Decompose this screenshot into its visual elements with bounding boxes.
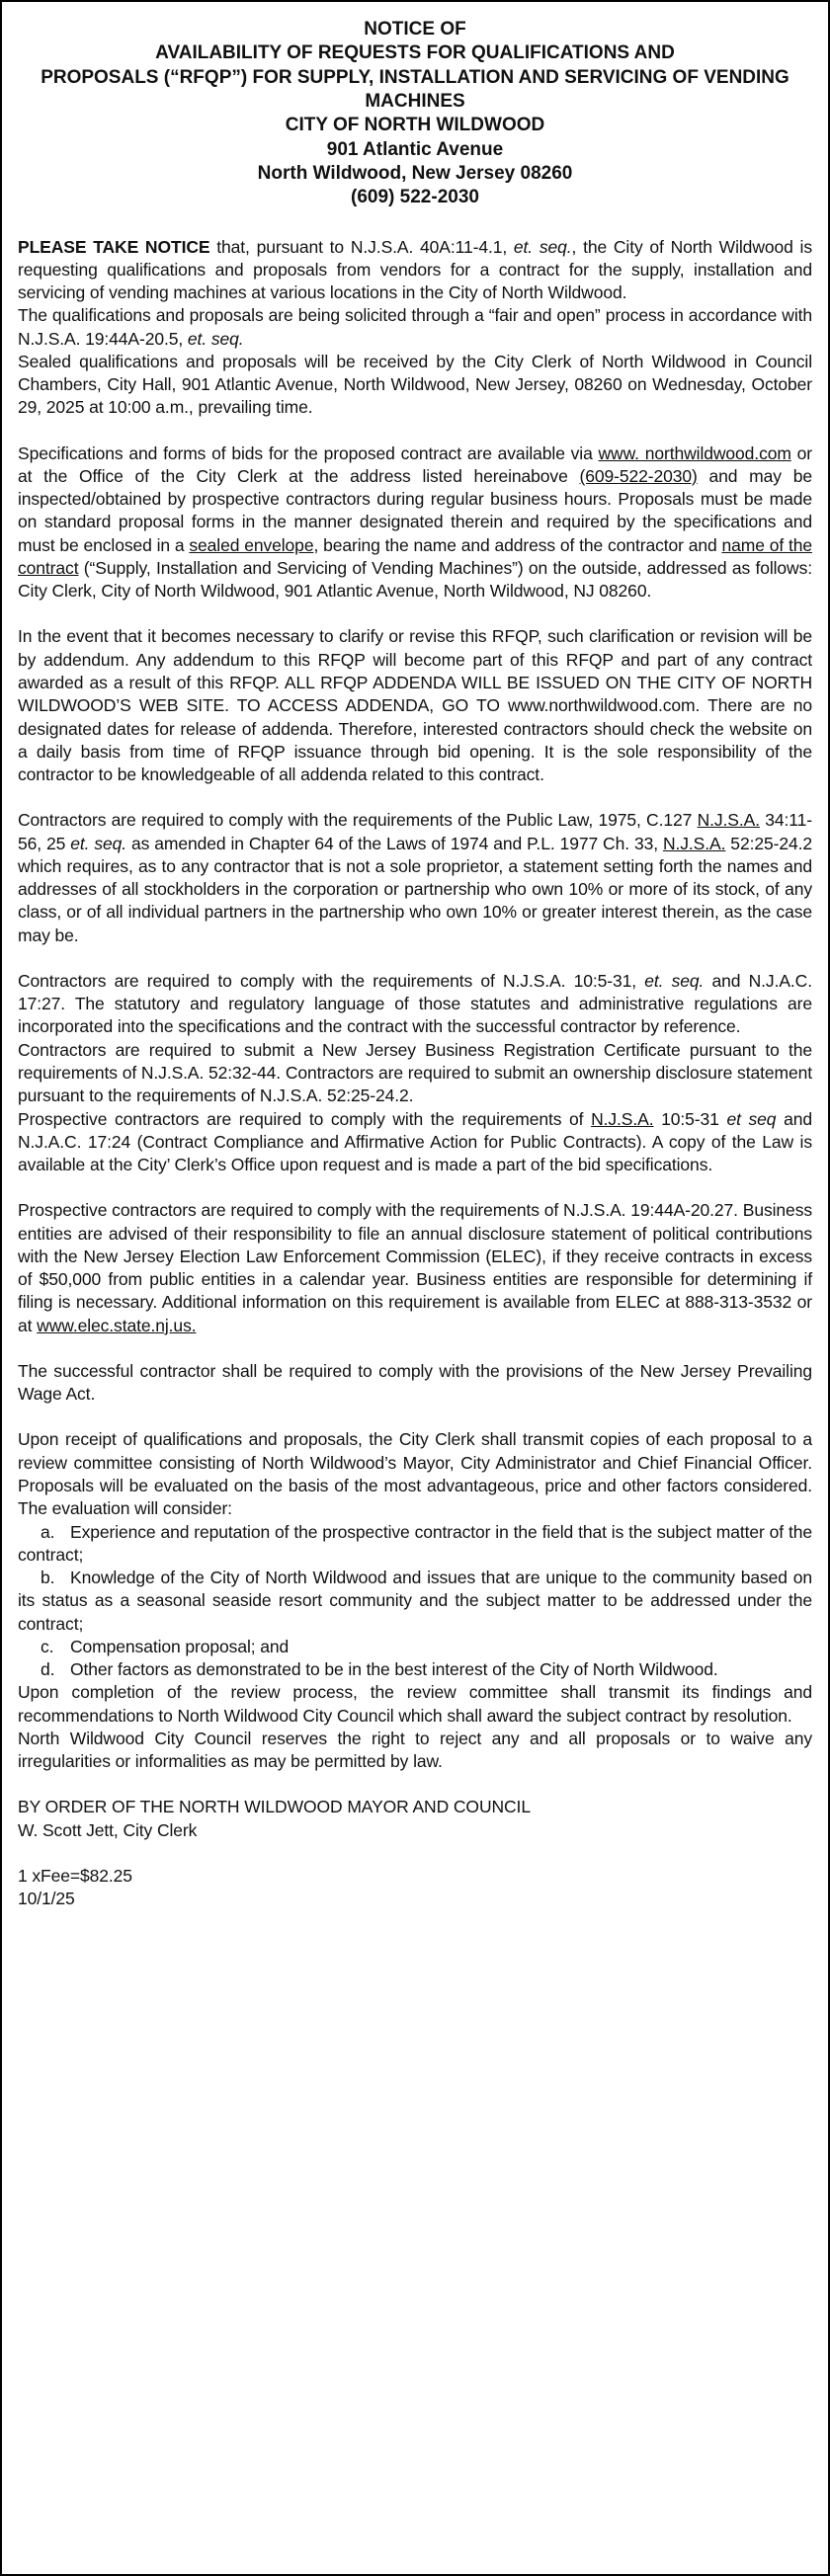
- paragraph-review-completion: Upon completion of the review process, the review committee shall transmit its findings and recommendations to North Wildwood City Council which shall award the subject contract by resolution.: [18, 1682, 812, 1726]
- elec-link[interactable]: www.elec.state.nj.us.: [37, 1315, 197, 1335]
- text-span: (“Supply, Installation and Servicing of Vending Machines”) on the outside, addressed as follows: City Clerk, City of North Wildwood, 901 Atlantic Avenue, North Wildwood, NJ 08260.: [18, 557, 812, 602]
- text-span: N.J.S.A.: [697, 810, 760, 831]
- text-span: , the City of North Wildwood is requesting qualifications and proposals from vendors for a contract for the supply, installation and servicing of vending machines at various locations in the City of North Wildwood.: [18, 236, 812, 303]
- header-line: PROPOSALS (“RFQP”) FOR SUPPLY, INSTALLATION AND SERVICING OF VENDING MACHINES: [41, 66, 789, 112]
- paragraph-addenda: In the event that it becomes necessary to clarify or revise this RFQP, such clarification or revision will be by addendum. Any addendum to this RFQP will become part of this RFQP and part of any contract awarded as a result of this RFQP. ALL RFQP ADDENDA WILL BE ISSUED ON THE CITY OF NORTH WILDWOOD’S WEB SITE. TO ACCESS ADDENDA, GO TO www.northwildwood.com. There are no designated dates for release of addenda. Therefore, interested contractors should check the website on a daily basis from time of RFQP issuance through bid opening. It is the sole responsibility of the contractor to be knowledgeable of all addenda related to this contract.: [18, 626, 812, 785]
- paragraph-elec: [18, 1199, 812, 1337]
- header-line: NOTICE OF: [364, 19, 466, 40]
- text-span: Prospective contractors are required to comply with the requirements of N.J.S.A. 19:44A-20.27. Business entities are advised of their responsibility to file an annual disclosure statement of political contributions with the New Jersey Election Law Enforcement Commission (ELEC), if they receive contracts in excess of $50,000 from public entities in a calendar year. Business entities are responsible for determining if filing is necessary. Additional information on this requirement is available from ELEC at 888-313-3532 or at: [18, 1200, 812, 1335]
- text-span: 10:5-31: [653, 1108, 727, 1129]
- lead-text: PLEASE TAKE NOTICE: [18, 236, 210, 257]
- paragraph-prevailing-wage: The successful contractor shall be required to comply with the provisions of the New Jersey Prevailing Wage Act.: [18, 1360, 812, 1405]
- paragraph-registration: Contractors are required to submit a New Jersey Business Registration Certificate pursuant to the requirements of N.J.S.A. 52:32-44. Contractors are required to submit an ownership disclosure statement pursuant to the requirements of N.J.S.A. 52:25-24.2.: [18, 1039, 812, 1106]
- list-item-text: Experience and reputation of the prospective contractor in the field that is the subject matter of the contract;: [18, 1521, 812, 1565]
- paragraph-specifications: [18, 443, 812, 604]
- billing-info: [18, 1865, 812, 1911]
- paragraph-affirmative-action: [18, 1108, 812, 1177]
- website-link[interactable]: www. northwildwood.com: [598, 443, 791, 463]
- header-line: 901 Atlantic Avenue: [326, 138, 504, 160]
- text-span: 52:25-24.2 which requires, as to any contractor that is not a sole proprietor, a statement setting forth the names and addresses of all stockholders in the corporation or partnership who own 10% or more of its stock, of any class, or of all individual partners in the partnership who own 10% or greater interest therein, as the case may be.: [18, 833, 812, 945]
- list-marker: a.: [41, 1521, 55, 1542]
- spacer: [18, 420, 812, 443]
- paragraph-evaluation: Upon receipt of qualifications and proposals, the City Clerk shall transmit copies of each proposal to a review committee consisting of North Wildwood’s Mayor, City Administrator and Chief Financial Officer. Proposals will be evaluated on the basis of the most advantageous, price and other factors considered. The evaluation will consider:: [18, 1429, 812, 1519]
- list-item: [18, 1521, 812, 1568]
- text-span: Contractors are required to comply with the requirements of the Public Law, 1975, C.127: [18, 810, 698, 831]
- signoff: [18, 1796, 812, 1842]
- header-line: CITY OF NORTH WILDWOOD: [285, 115, 545, 136]
- list-item-text: Knowledge of the City of North Wildwood and issues that are unique to the community based on its status as a seasonal seaside resort community and the subject matter to be addressed under the contract;: [18, 1568, 812, 1634]
- spacer: [18, 1773, 812, 1796]
- spacer: [18, 1406, 812, 1428]
- list-marker: c.: [41, 1636, 54, 1656]
- evaluation-criteria-list: [18, 1521, 812, 1682]
- text-span: N.J.S.A.: [662, 833, 726, 853]
- paragraph-public-law: [18, 809, 812, 947]
- header-line: (609) 522-2030: [351, 187, 479, 208]
- list-item-text: Other factors as demonstrated to be in the best interest of the City of North Wildwood.: [70, 1659, 718, 1680]
- text-span: et. seq.: [187, 328, 244, 349]
- text-span: Contractors are required to comply with the requirements of N.J.S.A. 10:5-31,: [18, 970, 645, 991]
- text-span: Specifications and forms of bids for the proposed contract are available via: [18, 443, 599, 463]
- text-span: and may be inspected/obtained by prospective contractors during regular business hours. Proposals must be made on standard proposal forms in the manner designated therein and required by the specifications and must be enclosed in a: [18, 465, 812, 555]
- text-span: 34:11-56, 25: [18, 810, 813, 853]
- spacer: [18, 1337, 812, 1360]
- paragraph-process: [18, 304, 812, 351]
- text-span: or at the Office of the City Clerk at the address listed hereinabove: [18, 443, 812, 486]
- text-span: , bearing the name and address of the contractor and: [313, 534, 722, 555]
- text-span: Prospective contractors are required to comply with the requirements of: [18, 1108, 592, 1129]
- sealed-envelope-text: sealed envelope: [189, 534, 314, 555]
- list-item-text: Compensation proposal; and: [70, 1636, 290, 1656]
- text-span: et. seq.: [513, 236, 572, 257]
- list-item: [18, 1658, 812, 1681]
- paragraph-intro: [18, 236, 812, 305]
- order-line: BY ORDER OF THE NORTH WILDWOOD MAYOR AND COUNCIL: [18, 1797, 531, 1817]
- list-marker: d.: [41, 1659, 55, 1680]
- phone-number: (609-522-2030): [579, 465, 698, 486]
- text-span: as amended in Chapter 64 of the Laws of 1974 and P.L. 1977 Ch. 33,: [126, 833, 663, 853]
- text-span: et. seq.: [644, 970, 705, 991]
- contract-name-text: name of the contract: [18, 534, 812, 578]
- text-span: et seq: [726, 1108, 777, 1129]
- fee-line: 1 xFee=$82.25: [18, 1865, 132, 1886]
- text-span: N.J.S.A.: [591, 1108, 654, 1129]
- paragraph-statutes: [18, 970, 812, 1039]
- list-marker: b.: [41, 1568, 55, 1588]
- header-line: North Wildwood, New Jersey 08260: [257, 162, 573, 184]
- text-span: The qualifications and proposals are being solicited through a “fair and open” process in accordance with N.J.S.A. 19:44A-20.5,: [18, 305, 812, 349]
- list-item: [18, 1636, 812, 1658]
- text-span: that, pursuant to N.J.S.A. 40A:11-4.1,: [209, 236, 514, 257]
- header-line: AVAILABILITY OF REQUESTS FOR QUALIFICATIONS AND: [155, 42, 675, 64]
- paragraph-reserve-rights: North Wildwood City Council reserves the right to reject any and all proposals or to waive any irregularities or informalities as may be permitted by law.: [18, 1728, 812, 1772]
- text-span: and N.J.A.C. 17:27. The statutory and regulatory language of those statutes and administrative regulations are incorporated into the specifications and the contract with the successful contractor by reference.: [18, 970, 812, 1037]
- spacer: [18, 603, 812, 625]
- spacer: [18, 1176, 812, 1199]
- spacer: [18, 786, 812, 809]
- text-span: et. seq.: [70, 833, 127, 853]
- list-item: [18, 1567, 812, 1636]
- date-line: 10/1/25: [18, 1889, 75, 1909]
- notice-header: [18, 18, 812, 210]
- text-span: and N.J.A.C. 17:24 (Contract Compliance and Affirmative Action for Public Contracts). A copy of the Law is available at the City’ Clerk’s Office upon request and is made a part of the bid specifications.: [18, 1108, 813, 1175]
- paragraph-submission: Sealed qualifications and proposals will be received by the City Clerk of North Wildwood in Council Chambers, City Hall, 901 Atlantic Avenue, North Wildwood, New Jersey, 08260 on Wednesday, October 29, 2025 at 10:00 a.m., prevailing time.: [18, 351, 812, 418]
- clerk-name: W. Scott Jett, City Clerk: [18, 1819, 198, 1840]
- spacer: [18, 947, 812, 970]
